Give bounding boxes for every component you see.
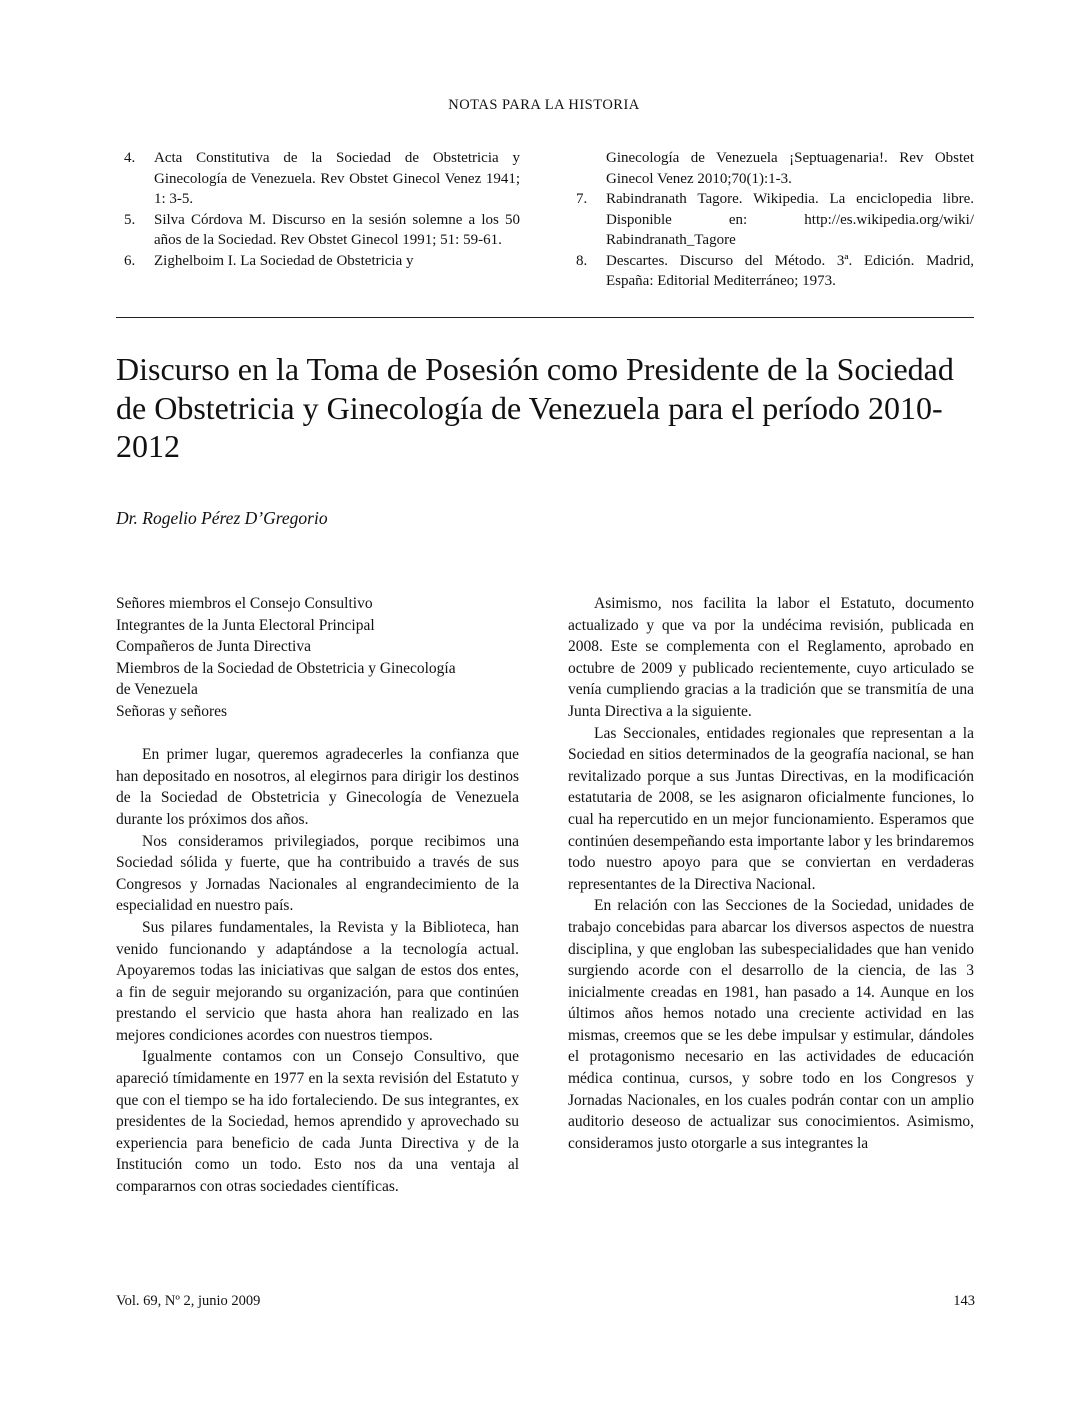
- reference-number: 7.: [576, 191, 588, 207]
- reference-text: Descartes. Discurso del Método. 3ª. Edición. Madrid, España: Editorial Mediterráneo; 1973.: [606, 252, 974, 289]
- salutation-line: Señoras y señores: [116, 702, 228, 720]
- body-paragraph: Igualmente contamos con un Consejo Consultivo, que apareció tímidamente en 1977 en la sexta revisión del Estatuto y que con el tiempo se ha ido fortaleciendo. De sus integrantes, ex presidentes de la Sociedad, hemos aprendido y aprovechado su experiencia para beneficio de cada Junta Directiva y de la Institución como un todo. Esto nos da una ventaja al compararnos con otras sociedades científicas.: [116, 1048, 519, 1196]
- reference-text: Zighelboim I. La Sociedad de Obstetricia y: [154, 252, 414, 269]
- reference-text: Acta Constitutiva de la Sociedad de Obstetricia y Ginecología de Venezuela. Rev Obstet Ginecol Venez 1941; 1: 3-5.: [154, 150, 520, 207]
- reference-continuation: [570, 148, 974, 189]
- reference-item: [118, 251, 520, 272]
- body-column-right: [568, 593, 974, 1154]
- footer-page-number: 143: [953, 1293, 975, 1309]
- body-column-left: [116, 593, 519, 1198]
- article-title: Discurso en la Toma de Posesión como Presidente de la Sociedad de Obstetricia y Ginecología de Venezuela para el período 2010-2012: [116, 351, 954, 464]
- article-author: Dr. Rogelio Pérez D’Gregorio: [116, 508, 328, 528]
- running-header: NOTAS PARA LA HISTORIA: [448, 97, 640, 113]
- reference-item: [118, 148, 520, 210]
- body-paragraph: Nos consideramos privilegiados, porque recibimos una Sociedad sólida y fuerte, que ha contribuido a través de sus Congresos y Jornadas Nacionales al engrandecimiento de la especialidad en nuestro país.: [116, 832, 519, 915]
- salutation-line: Señores miembros el Consejo Consultivo: [116, 595, 373, 612]
- reference-list-left: [118, 148, 520, 271]
- reference-text: Rabindranath Tagore. Wikipedia. La enciclopedia libre. Disponible en: http://es.wikipedia.org/wiki/ Rabindranath_Tagore: [606, 191, 974, 248]
- reference-list-right: [570, 148, 974, 292]
- body-paragraph: En relación con las Secciones de la Sociedad, unidades de trabajo concebidas para abarcar los diversos aspectos de nuestra disciplina, y que engloban las subespecialidades que han venido surgiendo acorde con el desarrollo de la ciencia, de las 3 inicialmente creadas en 1981, han pasado a 14. Aunque en los últimos años hemos notado una creciente actividad en las mismas, creemos que se les debe impulsar y estimular, dándoles el protagonismo necesario en las actividades de educación médica continua, cursos, y sobre todo en los Congresos y Jornadas Nacionales, en los cuales podrán contar con un amplio auditorio deseoso de actualizar sus conocimientos. Asimismo, consideramos justo otorgarle a sus integrantes la: [568, 897, 974, 1152]
- body-paragraph: Las Seccionales, entidades regionales que representan a la Sociedad en sitios determinados de la geografía nacional, se han revitalizado porque a sus Juntas Directivas, en la modificación estatutaria de 2008, se les asignaron oficialmente funciones, lo cual ha repercutido en un mejor funcionamiento. Esperamos que continúen desempeñando esta importante labor y les brindaremos todo nuestro apoyo para que se conviertan en verdaderas representantes de la Directiva Nacional.: [568, 724, 974, 893]
- reference-text: Silva Córdova M. Discurso en la sesión solemne a los 50 años de la Sociedad. Rev Obstet Ginecol 1991; 51: 59-61.: [154, 211, 520, 248]
- salutation-line: Integrantes de la Junta Electoral Principal: [116, 616, 375, 634]
- footer-volume: Vol. 69, Nº 2, junio 2009: [116, 1293, 261, 1309]
- salutation-line: Miembros de la Sociedad de Obstetricia y Ginecología: [116, 659, 456, 677]
- reference-text: Ginecología de Venezuela ¡Septuagenaria!. Rev Obstet Ginecol Venez 2010;70(1):1-3.: [606, 150, 974, 187]
- reference-item: [118, 210, 520, 251]
- reference-number: 8.: [576, 252, 588, 269]
- body-paragraph: Asimismo, nos facilita la labor el Estatuto, documento actualizado y que va por la undécima revisión, publicada en 2008. Este se complementa con el Reglamento, aprobado en octubre de 2009 y publicado recientemente, cuyo articulado se venía cumpliendo gracias a la tradición que se transmitía de una Junta Directiva a la siguiente.: [568, 595, 974, 720]
- reference-number: 5.: [124, 211, 136, 228]
- salutation-block: [116, 593, 519, 723]
- reference-item: [570, 251, 974, 292]
- reference-number: 4.: [124, 150, 136, 166]
- reference-item: [570, 189, 974, 251]
- salutation-line: de Venezuela: [116, 681, 198, 699]
- reference-number: 6.: [124, 252, 136, 269]
- section-divider: [116, 317, 974, 318]
- body-paragraph: Sus pilares fundamentales, la Revista y la Biblioteca, han venido funcionando y adaptándose a la tecnología actual. Apoyaremos todas las iniciativas que salgan de estos dos entes, a fin de seguir mejorando su organización, para que continúen prestando el servicio que hasta ahora han realizado en las mejores condiciones acordes con nuestros tiempos.: [116, 918, 519, 1044]
- salutation-line: Compañeros de Junta Directiva: [116, 638, 311, 656]
- body-paragraph: En primer lugar, queremos agradecerles la confianza que han depositado en nosotros, al elegirnos para dirigir los destinos de la Sociedad de Obstetricia y Ginecología de Venezuela durante los próximos dos años.: [116, 746, 519, 828]
